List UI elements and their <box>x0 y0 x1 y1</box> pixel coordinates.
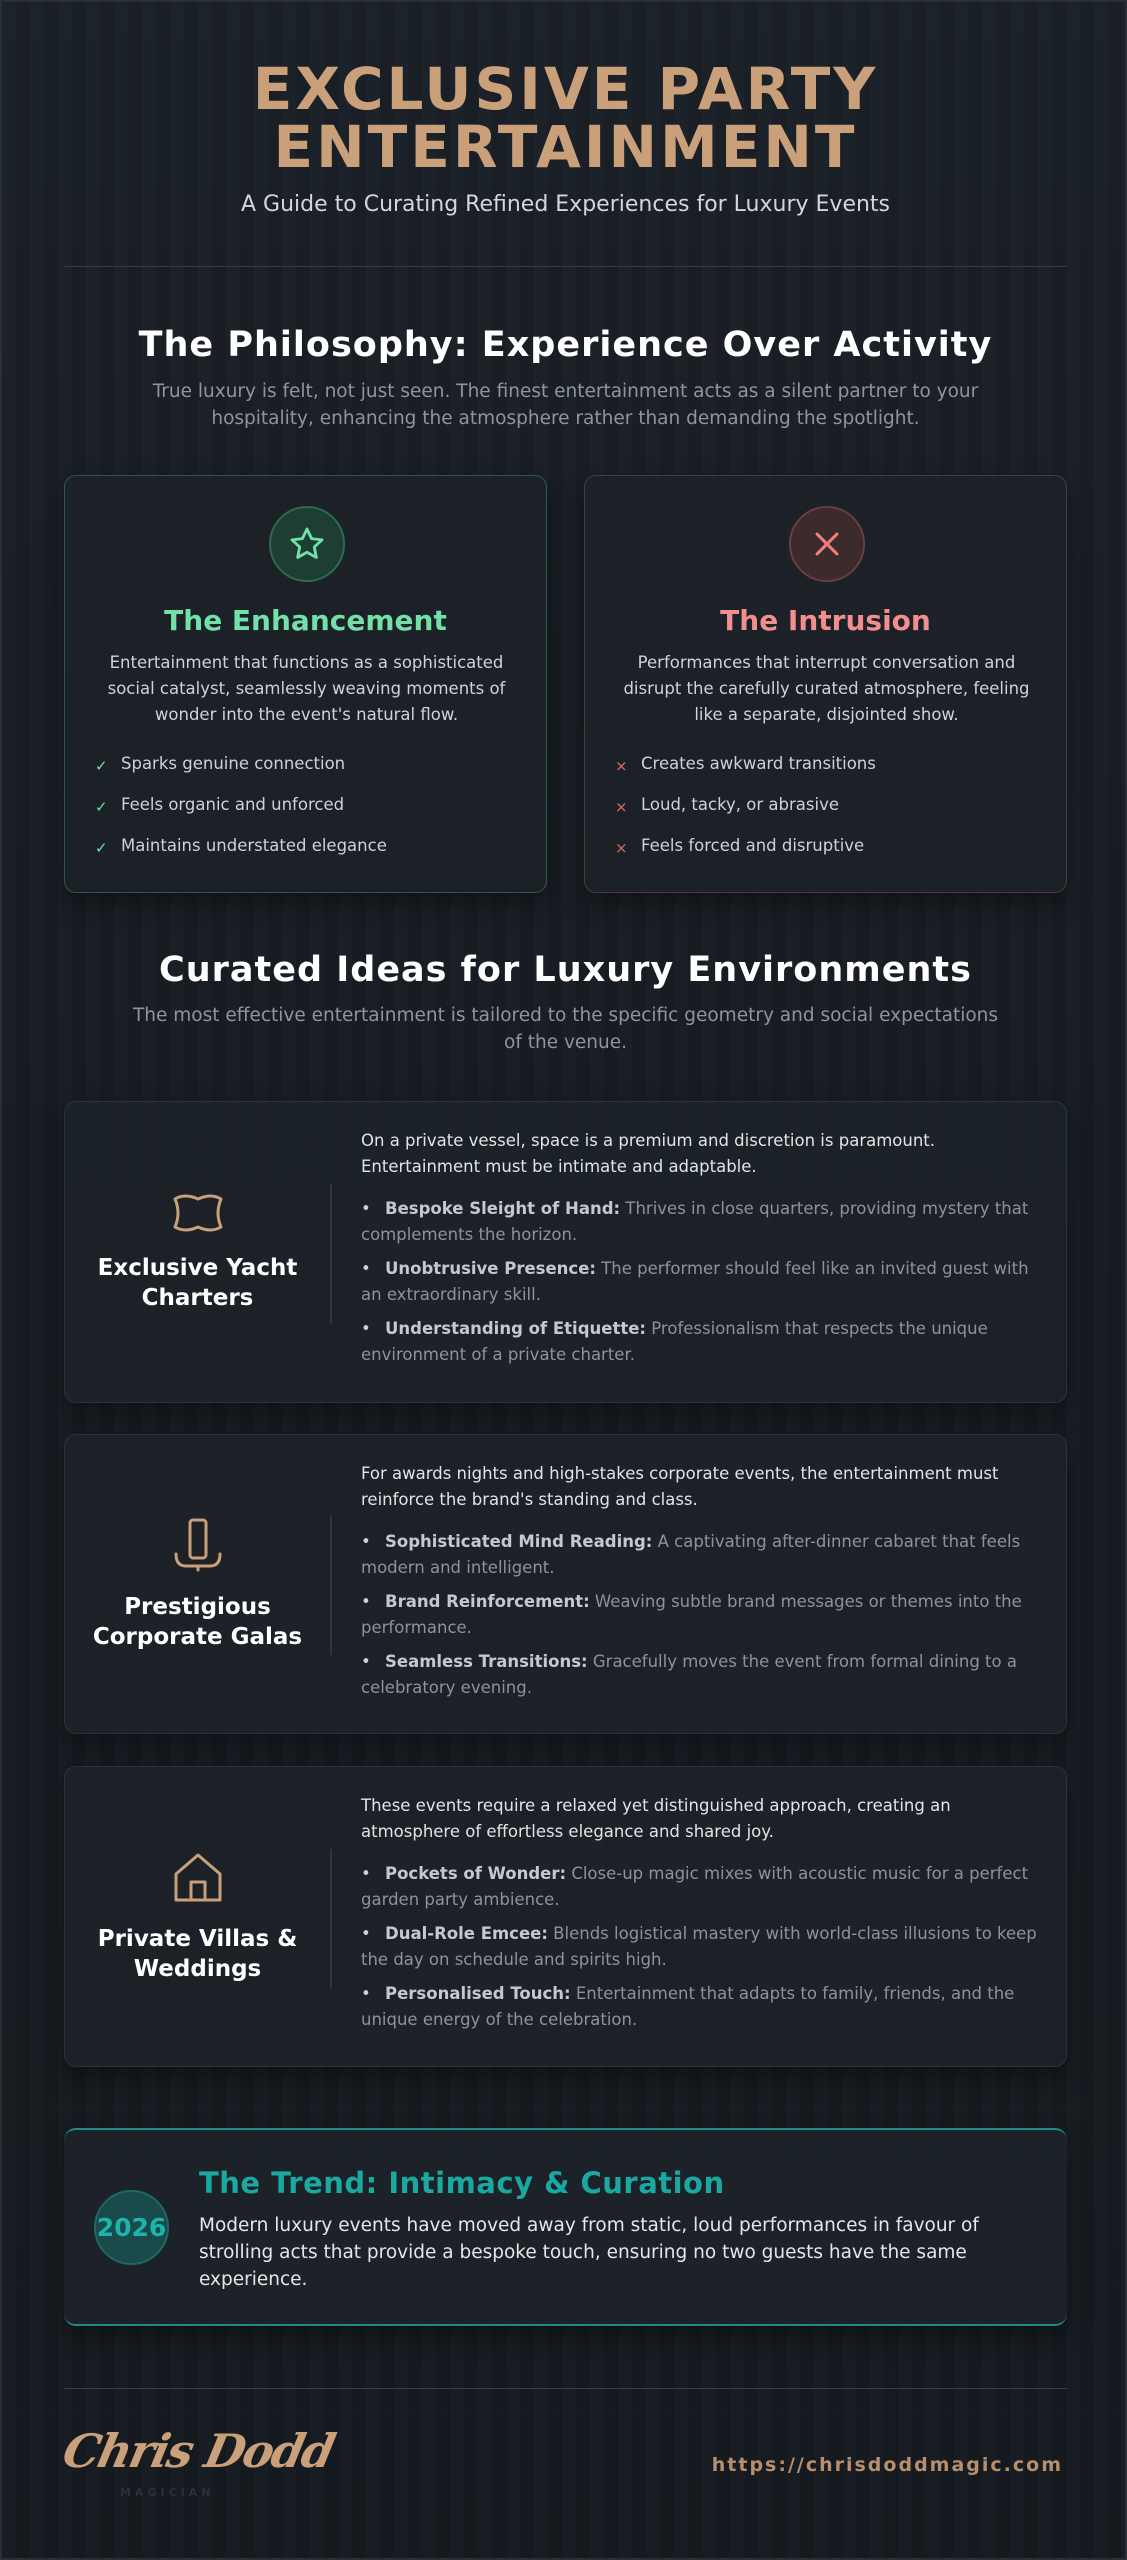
venue-name: Exclusive Yacht Charters <box>97 1255 298 1311</box>
enhancement-card <box>64 475 547 893</box>
list-item: × Creates awkward transitions <box>615 751 1045 792</box>
list-item: • Brand Reinforcement: Weaving subtle brand messages or themes into the performance. <box>361 1592 1022 1637</box>
intrusion-card <box>584 475 1067 893</box>
footer-divider <box>64 2388 1067 2389</box>
check-icon: ✓ <box>95 839 108 857</box>
cross-icon: × <box>615 757 628 775</box>
venue-divider <box>330 1849 332 1989</box>
venue-card-yacht <box>64 1101 1067 1403</box>
enhancement-title: The Enhancement <box>164 604 447 637</box>
intrusion-list <box>615 751 1045 874</box>
list-item: ✓ Maintains understated elegance <box>95 833 525 874</box>
ticket-icon <box>169 1191 227 1239</box>
check-icon: ✓ <box>95 798 108 816</box>
list-item: • Dual-Role Emcee: Blends logistical mastery with world-class illusions to keep the day on schedule and spirits high. <box>361 1924 1037 1969</box>
home-icon <box>170 1850 226 1910</box>
website-link[interactable]: https://chrisdoddmagic.com <box>711 2454 1063 2476</box>
intrusion-description: Performances that interrupt conversation and disrupt the carefully curated atmosphere, feeling like a separate, disjointed show. <box>623 653 1030 724</box>
venue-intro: On a private vessel, space is a premium and discretion is paramount. Entertainment must be intimate and adaptable. <box>361 1131 936 1176</box>
list-item: ✓ Sparks genuine connection <box>95 751 525 792</box>
enhancement-description: Entertainment that functions as a sophisticated social catalyst, seamlessly weaving moments of wonder into the event's natural flow. <box>107 653 506 724</box>
list-item: × Loud, tacky, or abrasive <box>615 792 1045 833</box>
venue-intro: These events require a relaxed yet distinguished approach, creating an atmosphere of effortless elegance and shared joy. <box>361 1796 951 1841</box>
cross-icon: × <box>615 798 628 816</box>
header-divider <box>64 266 1067 267</box>
list-item: • Sophisticated Mind Reading: A captivating after-dinner cabaret that feels modern and intelligent. <box>361 1532 1021 1577</box>
venue-card-corporate <box>64 1434 1067 1734</box>
philosophy-title: The Philosophy: Experience Over Activity <box>138 325 993 365</box>
trend-title: The Trend: Intimacy & Curation <box>199 2166 725 2200</box>
list-item: • Bespoke Sleight of Hand: Thrives in close quarters, providing mystery that complements the horizon. <box>361 1199 1029 1244</box>
close-icon <box>789 506 865 582</box>
list-item: • Pockets of Wonder: Close-up magic mixes with acoustic music for a perfect garden party ambience. <box>361 1864 1029 1909</box>
star-icon <box>269 506 345 582</box>
cross-icon: × <box>615 839 628 857</box>
curated-subtitle: The most effective entertainment is tailored to the specific geometry and social expectations of the venue. <box>132 1005 999 1053</box>
list-item: ✓ Feels organic and unforced <box>95 792 525 833</box>
list-item: • Unobtrusive Presence: The performer should feel like an invited guest with an extraordinary skill. <box>361 1259 1029 1304</box>
philosophy-subtitle: True luxury is felt, not just seen. The finest entertainment acts as a silent partner to your hospitality, enhancing the atmosphere rather than demanding the spotlight. <box>152 381 979 429</box>
enhancement-list <box>95 751 525 874</box>
year-badge: 2026 <box>94 2190 169 2265</box>
venue-intro: For awards nights and high-stakes corporate events, the entertainment must reinforce the brand's standing and class. <box>361 1464 999 1509</box>
brand-logo-subtext: MAGICIAN <box>120 2486 215 2499</box>
podium-icon <box>170 1516 226 1578</box>
intrusion-title: The Intrusion <box>720 604 931 637</box>
check-icon: ✓ <box>95 757 108 775</box>
list-item: • Seamless Transitions: Gracefully moves the event from formal dining to a celebratory evening. <box>361 1652 1017 1697</box>
curated-title: Curated Ideas for Luxury Environments <box>159 950 972 990</box>
venue-divider <box>330 1184 332 1324</box>
page-subtitle: A Guide to Curating Refined Experiences for Luxury Events <box>240 192 891 217</box>
venue-name: Prestigious Corporate Galas <box>92 1594 303 1650</box>
venue-card-villas <box>64 1766 1067 2067</box>
trend-callout <box>64 2128 1067 2326</box>
venue-divider <box>330 1515 332 1655</box>
venue-name: Private Villas & Weddings <box>97 1925 298 1982</box>
list-item: • Personalised Touch: Entertainment that adapts to family, friends, and the unique energy of the celebration. <box>361 1984 1015 2029</box>
trend-text: Modern luxury events have moved away from static, loud performances in favour of strolling acts that provide a bespoke touch, ensuring no two guests have the same experience. <box>199 2215 979 2290</box>
brand-logo: Chris Dodd <box>58 2424 339 2478</box>
page-title: EXCLUSIVE PARTY ENTERTAINMENT <box>252 55 879 181</box>
list-item: • Understanding of Etiquette: Professionalism that respects the unique environment of a private charter. <box>361 1319 988 1364</box>
list-item: × Feels forced and disruptive <box>615 833 1045 874</box>
